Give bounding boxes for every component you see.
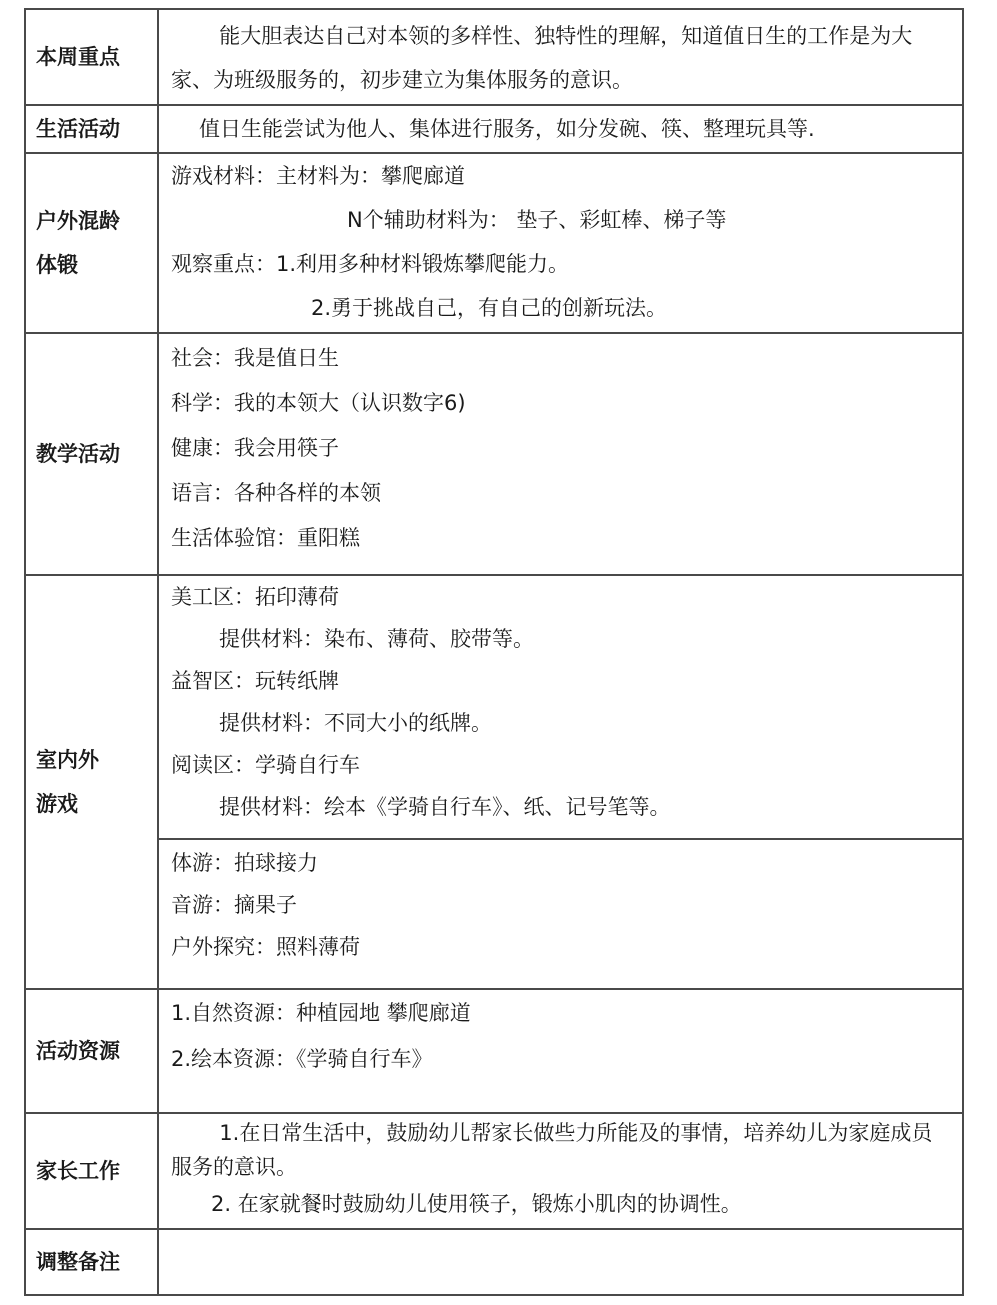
row-parent-work	[24, 1112, 964, 1230]
indoor-line: 阅读区：学骑自行车	[171, 753, 360, 777]
label-games-line2: 游戏	[36, 792, 78, 816]
teaching-line: 语言：各种各样的本领	[171, 481, 381, 505]
label-weekly-focus: 本周重点	[24, 8, 158, 106]
outdoor-line: 游戏材料：主材料为：攀爬廊道	[171, 164, 465, 188]
outdoor-game-line: 音游：摘果子	[171, 893, 297, 917]
row-weekly-focus	[24, 8, 964, 106]
outdoor-game-line: 体游：拍球接力	[171, 851, 318, 875]
cell-parent-work	[158, 1112, 964, 1230]
label-parent-work: 家长工作	[24, 1112, 158, 1230]
weekly-focus-text: 能大胆表达自己对本领的多样性、独特性的理解，知道值日生的工作是为大家、为班级服务的，初步建立为集体服务的意识。	[171, 24, 913, 92]
label-outdoor-exercise	[24, 152, 158, 334]
outdoor-line: 2.勇于挑战自己，有自己的创新玩法。	[311, 296, 668, 320]
indoor-line: 提供材料：染布、薄荷、胶带等。	[219, 627, 534, 651]
parent-work-item-1: 1.在日常生活中，鼓励幼儿帮家长做些力所能及的事情，培养幼儿为家庭成员服务的意识。	[171, 1121, 933, 1179]
row-games	[24, 574, 964, 990]
cell-weekly-focus	[158, 8, 964, 106]
resource-line: 1.自然资源：种植园地 攀爬廊道	[171, 1001, 471, 1025]
label-games-line1: 室内外	[36, 748, 99, 772]
label-outdoor-line2: 体锻	[36, 253, 78, 277]
label-outdoor-line1: 户外混龄	[36, 209, 120, 233]
indoor-line: 美工区：拓印薄荷	[171, 585, 339, 609]
teaching-line: 社会：我是值日生	[171, 346, 339, 370]
label-life-activity: 生活活动	[24, 104, 158, 154]
outdoor-line: 观察重点：1.利用多种材料锻炼攀爬能力。	[171, 252, 570, 276]
label-games	[24, 574, 158, 990]
label-teaching-activity: 教学活动	[24, 332, 158, 576]
indoor-line: 提供材料：不同大小的纸牌。	[219, 711, 492, 735]
row-activity-resources	[24, 988, 964, 1114]
outdoor-game-line: 户外探究：照料薄荷	[171, 935, 360, 959]
teaching-line: 科学：我的本领大（认识数字6)	[171, 391, 466, 415]
parent-work-item-2: 2. 在家就餐时鼓励幼儿使用筷子，锻炼小肌肉的协调性。	[211, 1192, 742, 1216]
life-activity-text: 值日生能尝试为他人、集体进行服务，如分发碗、筷、整理玩具等.	[199, 117, 815, 141]
label-adjustment-notes: 调整备注	[24, 1228, 158, 1296]
cell-indoor-games	[158, 574, 964, 840]
row-adjustment-notes	[24, 1228, 964, 1296]
cell-outdoor-exercise	[158, 152, 964, 334]
row-outdoor-exercise	[24, 152, 964, 334]
cell-outdoor-games	[158, 838, 964, 990]
cell-activity-resources	[158, 988, 964, 1114]
teaching-line: 健康：我会用筷子	[171, 436, 339, 460]
indoor-line: 提供材料：绘本《学骑自行车》、纸、记号笔等。	[219, 795, 671, 819]
notes-input-area[interactable]	[158, 1228, 964, 1296]
row-life-activity	[24, 104, 964, 154]
label-activity-resources: 活动资源	[24, 988, 158, 1114]
teaching-line: 生活体验馆：重阳糕	[171, 526, 360, 550]
resource-line: 2.绘本资源：《学骑自行车》	[171, 1047, 433, 1071]
weekly-plan-table	[24, 8, 964, 1296]
row-teaching-activity	[24, 332, 964, 576]
cell-teaching-activity	[158, 332, 964, 576]
outdoor-line: N个辅助材料为： 垫子、彩虹棒、梯子等	[347, 208, 727, 232]
indoor-line: 益智区：玩转纸牌	[171, 669, 339, 693]
cell-life-activity	[158, 104, 964, 154]
